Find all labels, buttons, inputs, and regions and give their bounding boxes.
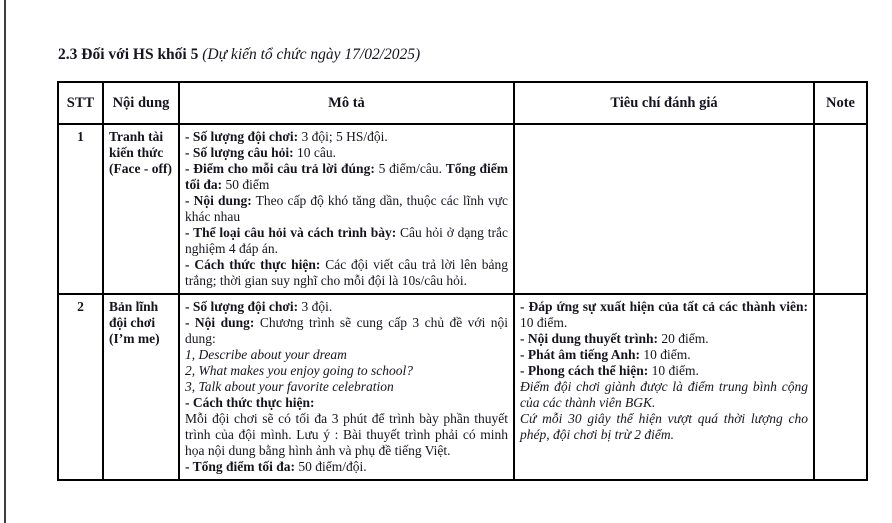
criteria-cell: - Đáp ứng sự xuất hiện của tất cả các thành viên: 10 điểm. - Nội dung thuyết trình: 20 điểm. - Phát âm tiếng Anh: 10 điểm. - Phong cách thể hiện: 10 điểm. Điểm đội chơi giành được là điểm trung bình cộng của các thành viên BGK. Cứ mỗi 30 giây thể hiện vượt quá thời lượng cho phép, đội chơi bị trừ 2 điểm. xyxy=(514,294,814,480)
table-header-row xyxy=(58,82,867,124)
content-name-cell: Bản lĩnh đội chơi (I’m me) xyxy=(103,294,179,480)
header-note: Note xyxy=(814,82,867,124)
section-heading-subtitle: (Dự kiến tổ chức ngày 17/02/2025) xyxy=(198,46,421,63)
note-cell xyxy=(814,124,867,294)
header-tieu-chi: Tiêu chí đánh giá xyxy=(514,82,814,124)
description-cell: - Số lượng đội chơi: 3 đội. - Nội dung: Chương trình sẽ cung cấp 3 chủ đề với nội dung: 1, Describe about your dream 2, What makes you enjoy going to school? 3, Talk about your favorite celebration - Cách thức thực hiện: Mỗi đội chơi sẽ có tối đa 3 phút để trình bày phần thuyết trình của đội mình. Lưu ý : Bài thuyết trình phải có minh họa nội dung bằng hình ảnh và phụ đề tiếng Việt. - Tổng điểm tối đa: 50 điểm/đội. xyxy=(179,294,514,480)
activities-table xyxy=(57,81,868,481)
stt-cell: 2 xyxy=(58,294,103,480)
section-heading-title: 2.3 Đối với HS khối 5 xyxy=(58,46,199,63)
header-noi-dung: Nội dung xyxy=(103,82,179,124)
section-heading xyxy=(58,46,420,64)
stt-cell: 1 xyxy=(58,124,103,294)
content-name-cell: Tranh tài kiến thức (Face - off) xyxy=(103,124,179,294)
page-edge-line xyxy=(4,0,6,523)
note-cell xyxy=(814,294,867,480)
header-stt: STT xyxy=(58,82,103,124)
header-mo-ta: Mô tả xyxy=(179,82,514,124)
description-cell: - Số lượng đội chơi: 3 đội; 5 HS/đội. - Số lượng câu hỏi: 10 câu. - Điểm cho mỗi câu trả lời đúng: 5 điểm/câu. Tổng điểm tối đa: 50 điểm - Nội dung: Theo cấp độ khó tăng dần, thuộc các lĩnh vực khác nhau - Thể loại câu hỏi và cách trình bày: Câu hỏi ở dạng trắc nghiệm 4 đáp án. - Cách thức thực hiện: Các đội viết câu trả lời lên bảng trắng; thời gian suy nghĩ cho mỗi đội là 10s/câu hỏi. xyxy=(179,124,514,294)
table-row xyxy=(58,124,867,294)
criteria-cell xyxy=(514,124,814,294)
table-row xyxy=(58,294,867,480)
